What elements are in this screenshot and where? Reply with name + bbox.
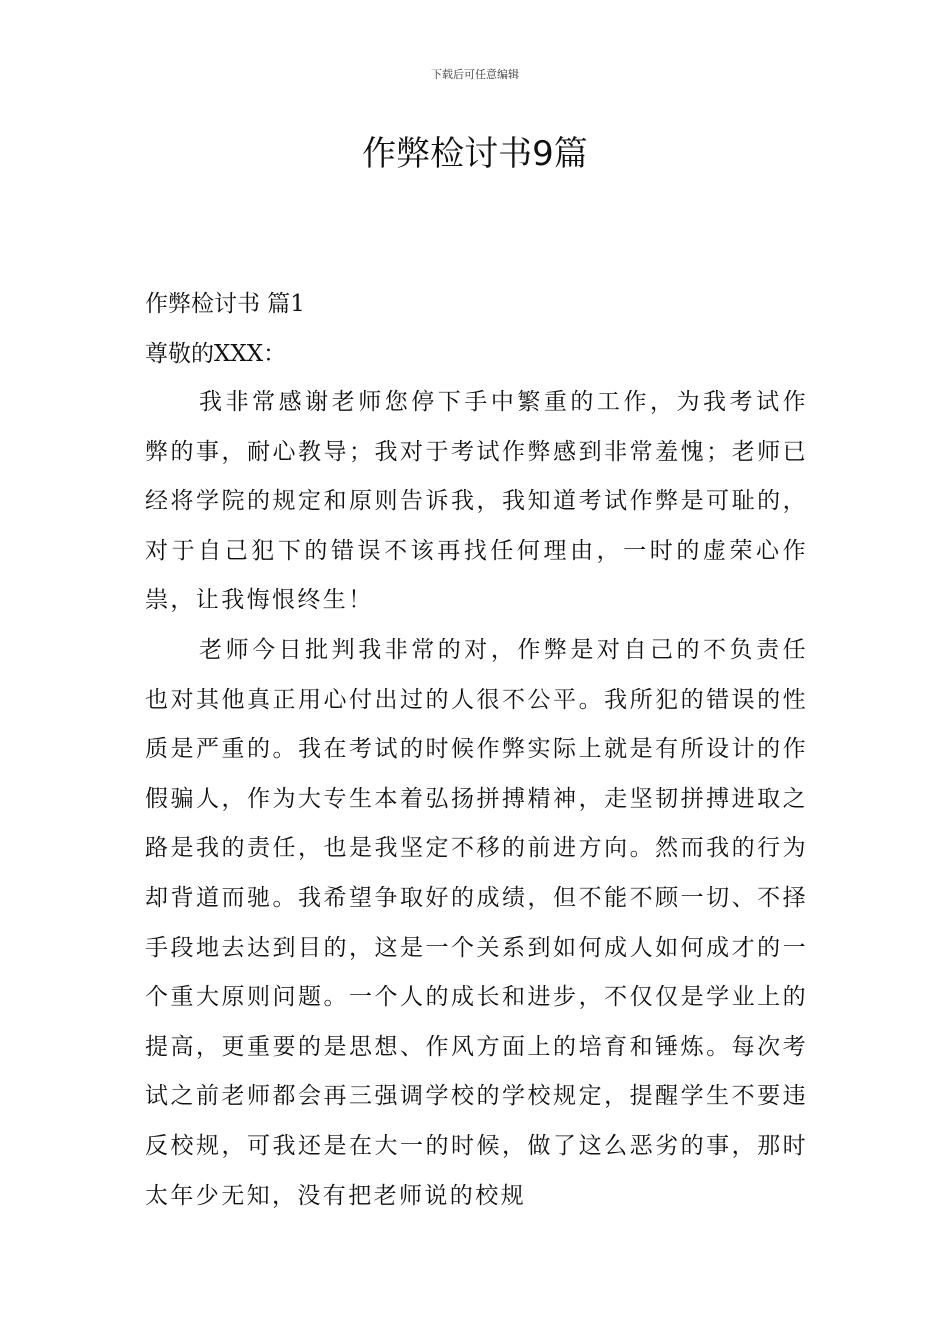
body-paragraph-2: 老师今日批判我非常的对，作弊是对自己的不负责任也对其他真正用心付出过的人很不公平。我所犯的错误的性质是严重的。我在考试的时候作弊实际上就是有所设计的作假骗人，作为大专生本着弘扬拼搏精神，走坚韧拼搏进取之路是我的责任，也是我坚定不移的前进方向。然而我的行为却背道而驰。我希望争取好的成绩，但不能不顾一切、不择手段地去达到目的，这是一个关系到如何成人如何成才的一个重大原则问题。一个人的成长和进步，不仅仅是学业上的提高，更重要的是思想、作风方面上的培育和锤炼。每次考试之前老师都会再三强调学校的学校规定，提醒学生不要违反校规，可我还是在大一的时候，做了这么恶劣的事，那时太年少无知，没有把老师说的校规 <box>145 636 808 1209</box>
section-heading: 作弊检讨书 篇1 <box>145 291 305 317</box>
document-body <box>145 280 808 1221</box>
body-paragraph-1: 我非常感谢老师您停下手中繁重的工作，为我考试作弊的事，耐心教导；我对于考试作弊感到非常羞愧；老师已经将学院的规定和原则告诉我，我知道考试作弊是可耻的，对于自己犯下的错误不该再找任何理由，一时的虚荣心作祟，让我悔恨终生！ <box>145 389 808 614</box>
document-title: 作弊检讨书9篇 <box>362 134 588 174</box>
page-header-note: 下载后可任意编辑 <box>431 68 519 81</box>
salutation: 尊敬的XXX： <box>145 341 287 367</box>
